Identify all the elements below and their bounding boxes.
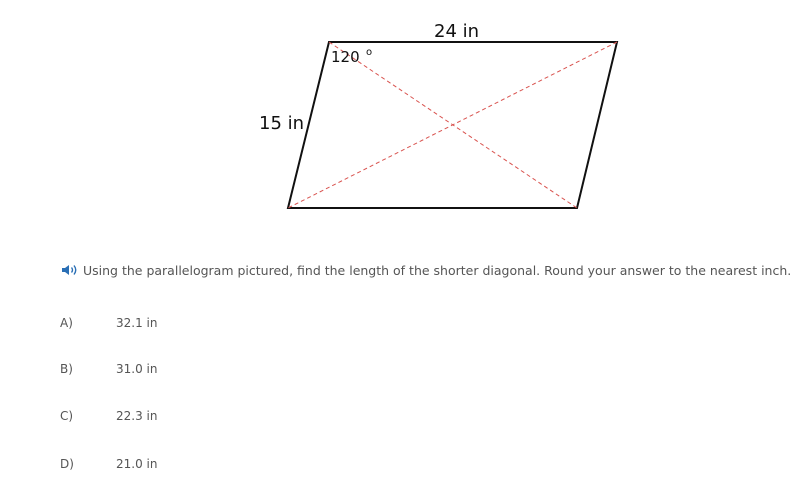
choice-b[interactable]: [60, 360, 157, 378]
choice-value: 22.3 in: [116, 409, 158, 423]
top-side-label: 24 in: [434, 21, 480, 42]
angle-degree-mark: o: [366, 47, 373, 58]
choice-value: 31.0 in: [116, 362, 158, 376]
speaker-icon[interactable]: [61, 263, 81, 277]
left-side-label: 15 in: [259, 113, 305, 134]
choice-d[interactable]: [60, 455, 157, 473]
parallelogram-figure: [0, 0, 800, 240]
choice-value: 32.1 in: [116, 316, 158, 330]
question-row: [61, 260, 791, 280]
choice-letter: D): [60, 457, 74, 471]
question-text: Using the parallelogram pictured, find the length of the shorter diagonal. Round your answer to the nearest inch.: [83, 262, 792, 278]
angle-label: 120: [331, 48, 360, 66]
choice-value: 21.0 in: [116, 457, 158, 471]
diagonal-short: [288, 42, 617, 208]
choice-letter: C): [60, 409, 74, 423]
choice-c[interactable]: [60, 407, 157, 425]
choice-letter: A): [60, 316, 73, 330]
choice-letter: B): [60, 362, 73, 376]
choice-a[interactable]: [60, 314, 157, 332]
